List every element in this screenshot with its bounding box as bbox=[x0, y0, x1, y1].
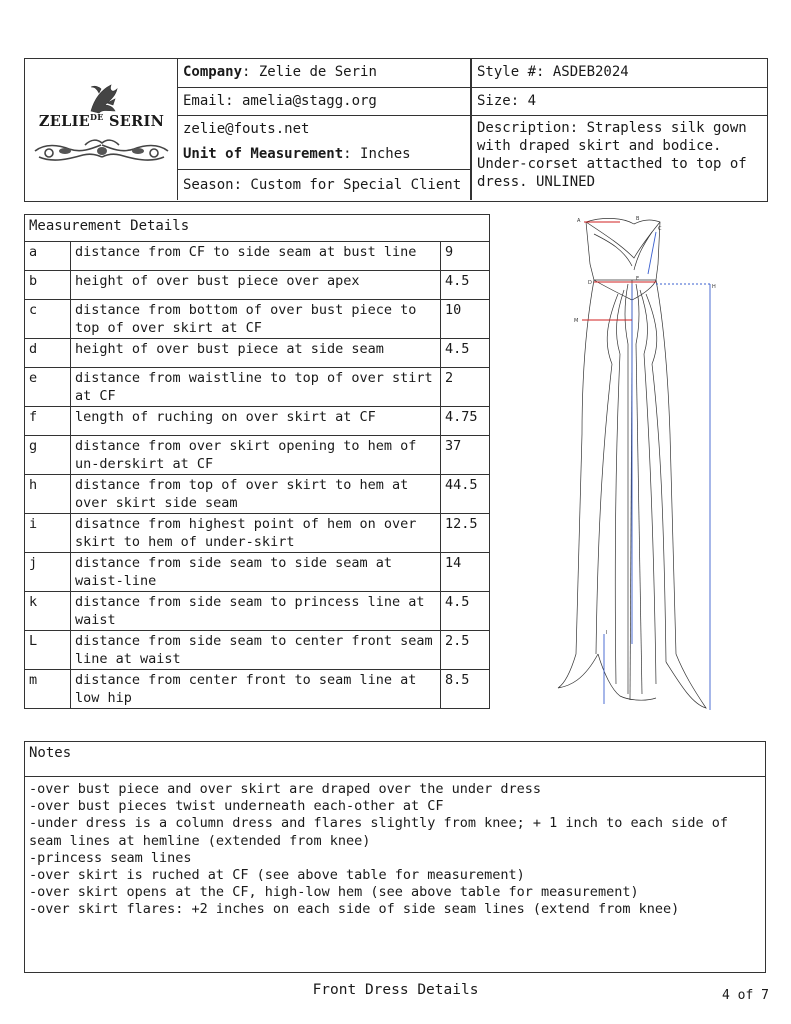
logo-word-1: ZELIE bbox=[38, 112, 91, 130]
sketch-label-b: B bbox=[636, 216, 640, 222]
note-item: -over bust pieces twist underneath each-other at CF bbox=[29, 798, 444, 815]
measurement-value: 4.5 bbox=[441, 339, 490, 368]
uom-field bbox=[178, 116, 471, 170]
measurement-desc: distance from top of over skirt to hem at over skirt side seam bbox=[71, 475, 441, 514]
sketch-label-e: E bbox=[636, 276, 640, 282]
measurement-value: 8.5 bbox=[441, 670, 490, 709]
measurement-letter: h bbox=[25, 475, 71, 514]
red-measure-lines bbox=[582, 222, 656, 320]
sketch-label-c: C bbox=[658, 226, 662, 232]
note-item: -over skirt opens at the CF, high-low hem (see above table for measurement) bbox=[29, 884, 639, 901]
note-item: -over skirt is ruched at CF (see above table for measurement) bbox=[29, 867, 525, 884]
size-value: Size: 4 bbox=[477, 93, 537, 109]
measurement-value: 10 bbox=[441, 300, 490, 339]
measurement-desc: distance from waistline to top of over stirt at CF bbox=[71, 368, 441, 407]
style-field bbox=[472, 59, 767, 88]
table-row bbox=[25, 339, 490, 368]
table-row bbox=[25, 514, 490, 553]
logo bbox=[25, 59, 178, 200]
measurement-desc: distance from CF to side seam at bust line bbox=[71, 242, 441, 271]
measurement-letter: e bbox=[25, 368, 71, 407]
email-field bbox=[178, 88, 471, 116]
uom-label: Unit of Measurement bbox=[183, 146, 344, 162]
measurement-value: 44.5 bbox=[441, 475, 490, 514]
measurement-letter: g bbox=[25, 436, 71, 475]
season-value: Season: Custom for Special Client bbox=[183, 177, 462, 193]
measurement-letter: k bbox=[25, 592, 71, 631]
logo-word-sup: DE bbox=[90, 112, 104, 122]
sketch-label-a: A bbox=[577, 218, 581, 224]
logo-word-2: SERIN bbox=[109, 112, 165, 130]
measurement-desc: distance from center front to seam line at low hip bbox=[71, 670, 441, 709]
notes-title: Notes bbox=[25, 742, 765, 777]
measurement-letter: i bbox=[25, 514, 71, 553]
style-value: Style #: ASDEB2024 bbox=[477, 64, 629, 80]
table-row bbox=[25, 553, 490, 592]
page-number: 4 of 7 bbox=[722, 988, 769, 1003]
note-item: -over bust piece and over skirt are draped over the under dress bbox=[29, 781, 542, 797]
company-value: : Zelie de Serin bbox=[242, 64, 377, 80]
measurement-table-title: Measurement Details bbox=[25, 215, 490, 242]
email-value: Email: amelia@stagg.org bbox=[183, 93, 377, 109]
note-item: -over skirt flares: +2 inches on each side of side seam lines (extend from knee) bbox=[29, 901, 680, 918]
company-field bbox=[178, 59, 471, 88]
measurement-table bbox=[24, 214, 490, 709]
measurement-letter: a bbox=[25, 242, 71, 271]
measurement-letter: d bbox=[25, 339, 71, 368]
measurement-desc: disatnce from highest point of hem on over skirt to hem of under-skirt bbox=[71, 514, 441, 553]
bodice-drape bbox=[586, 222, 660, 258]
measurement-desc: distance from over skirt opening to hem of un-derskirt at CF bbox=[71, 436, 441, 475]
sketch-label-i: I bbox=[606, 630, 608, 636]
size-field bbox=[472, 88, 767, 116]
table-row bbox=[25, 242, 490, 271]
measurement-desc: length of ruching on over skirt at CF bbox=[71, 407, 441, 436]
measurement-desc: height of over bust piece over apex bbox=[71, 271, 441, 300]
measurement-value: 2.5 bbox=[441, 631, 490, 670]
table-row bbox=[25, 592, 490, 631]
measurement-value: 12.5 bbox=[441, 514, 490, 553]
email-secondary: zelie@fouts.net bbox=[183, 121, 310, 137]
measurement-letter: m bbox=[25, 670, 71, 709]
notes-list bbox=[25, 777, 765, 923]
measurement-desc: distance from bottom of over bust piece to top of over skirt at CF bbox=[71, 300, 441, 339]
season-field bbox=[178, 170, 471, 200]
logo-wordmark bbox=[25, 112, 178, 130]
table-row bbox=[25, 271, 490, 300]
table-row bbox=[25, 300, 490, 339]
table-row bbox=[25, 670, 490, 709]
description-field bbox=[472, 116, 767, 200]
table-row bbox=[25, 368, 490, 407]
measurement-letter: f bbox=[25, 407, 71, 436]
measurement-value: 4.5 bbox=[441, 592, 490, 631]
measurement-value: 4.75 bbox=[441, 407, 490, 436]
measurement-value: 2 bbox=[441, 368, 490, 407]
table-row bbox=[25, 407, 490, 436]
skirt-right-outline bbox=[656, 280, 706, 708]
measurement-letter: L bbox=[25, 631, 71, 670]
table-row bbox=[25, 475, 490, 514]
skirt-left-outline bbox=[558, 280, 598, 688]
measurement-value: 4.5 bbox=[441, 271, 490, 300]
table-row bbox=[25, 436, 490, 475]
measurement-desc: distance from side seam to center front seam line at waist bbox=[71, 631, 441, 670]
note-item: -under dress is a column dress and flares slightly from knee; + 1 inch to each side of seam lines at hemline (extended from knee) bbox=[29, 815, 728, 849]
dress-sketch bbox=[524, 214, 724, 714]
description-value: Description: Strapless silk gown with draped skirt and bodice. Under-corset attacthed to top of dress. UNLINED bbox=[477, 120, 747, 190]
measurement-desc: distance from side seam to side seam at waist-line bbox=[71, 553, 441, 592]
measurement-desc: height of over bust piece at side seam bbox=[71, 339, 441, 368]
measurement-value: 37 bbox=[441, 436, 490, 475]
footer-title: Front Dress Details bbox=[312, 982, 479, 998]
sketch-label-m: M bbox=[574, 318, 579, 324]
measurement-letter: b bbox=[25, 271, 71, 300]
measurement-value: 9 bbox=[441, 242, 490, 271]
measurement-value: 14 bbox=[441, 553, 490, 592]
note-item: -princess seam lines bbox=[29, 849, 192, 866]
company-label: Company bbox=[183, 64, 243, 80]
table-row bbox=[25, 631, 490, 670]
uom-value: : Inches bbox=[343, 146, 411, 162]
measurement-letter: j bbox=[25, 553, 71, 592]
sketch-label-d: D bbox=[588, 280, 592, 286]
spec-header bbox=[24, 58, 768, 202]
sketch-label-h: H bbox=[712, 284, 716, 290]
notes-panel bbox=[24, 741, 766, 973]
measurement-desc: distance from side seam to princess line at waist bbox=[71, 592, 441, 631]
measurement-letter: c bbox=[25, 300, 71, 339]
